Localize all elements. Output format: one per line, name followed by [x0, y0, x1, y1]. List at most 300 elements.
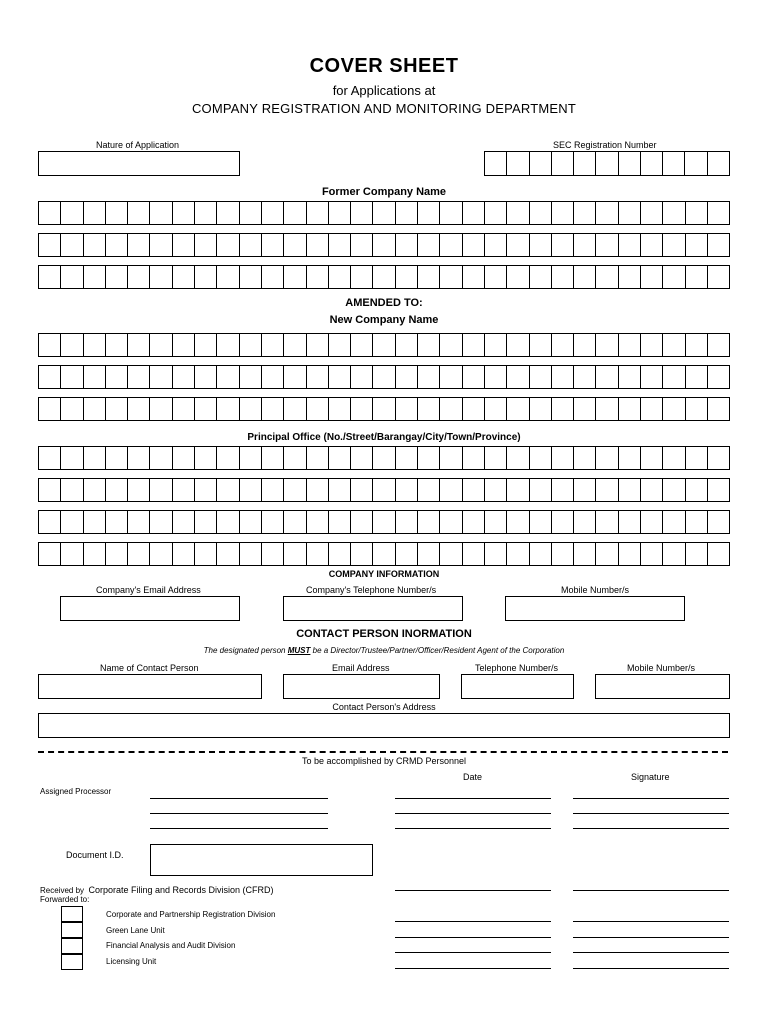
character-cell[interactable]	[350, 202, 372, 224]
character-cell[interactable]	[662, 479, 684, 501]
character-cell[interactable]	[529, 511, 551, 533]
character-cell[interactable]	[105, 334, 127, 356]
character-cell[interactable]	[484, 202, 506, 224]
character-cell[interactable]	[662, 366, 684, 388]
character-cell[interactable]	[618, 447, 640, 469]
character-cell[interactable]	[529, 543, 551, 565]
character-cell[interactable]	[573, 234, 595, 256]
character-cell[interactable]	[573, 266, 595, 288]
character-cell[interactable]	[595, 511, 617, 533]
character-cell[interactable]	[462, 398, 484, 420]
character-cell[interactable]	[685, 398, 707, 420]
forward-signature-line-1[interactable]	[573, 921, 729, 922]
character-cell[interactable]	[350, 366, 372, 388]
character-cell[interactable]	[328, 543, 350, 565]
character-cell[interactable]	[239, 511, 261, 533]
character-cell[interactable]	[350, 398, 372, 420]
character-cell[interactable]	[149, 511, 171, 533]
character-cell[interactable]	[105, 366, 127, 388]
character-cell[interactable]	[595, 334, 617, 356]
character-cell[interactable]	[685, 543, 707, 565]
character-cell[interactable]	[595, 152, 617, 175]
sec-registration-number-field[interactable]	[484, 151, 730, 176]
character-cell[interactable]	[685, 202, 707, 224]
character-cell[interactable]	[127, 543, 149, 565]
character-cell[interactable]	[60, 234, 82, 256]
character-cell[interactable]	[283, 366, 305, 388]
character-cell[interactable]	[662, 266, 684, 288]
character-cell[interactable]	[283, 511, 305, 533]
character-cell[interactable]	[172, 447, 194, 469]
character-cell[interactable]	[306, 543, 328, 565]
character-cell[interactable]	[462, 334, 484, 356]
character-cell[interactable]	[506, 152, 528, 175]
contact-mobile-field[interactable]	[595, 674, 730, 699]
character-cell[interactable]	[39, 398, 60, 420]
character-cell[interactable]	[149, 234, 171, 256]
character-cell[interactable]	[573, 152, 595, 175]
character-cell[interactable]	[685, 447, 707, 469]
character-cell[interactable]	[439, 511, 461, 533]
character-cell[interactable]	[529, 398, 551, 420]
character-cell[interactable]	[127, 202, 149, 224]
character-cell[interactable]	[60, 202, 82, 224]
processor-date-line-1[interactable]	[395, 798, 551, 799]
character-cell[interactable]	[216, 366, 238, 388]
character-cell[interactable]	[127, 334, 149, 356]
character-cell[interactable]	[707, 334, 729, 356]
character-cell[interactable]	[350, 447, 372, 469]
character-cell[interactable]	[573, 398, 595, 420]
character-cell[interactable]	[83, 447, 105, 469]
character-cell[interactable]	[484, 447, 506, 469]
document-id-field[interactable]	[150, 844, 373, 876]
character-cell[interactable]	[684, 152, 706, 175]
character-cell[interactable]	[618, 202, 640, 224]
character-cell[interactable]	[529, 334, 551, 356]
character-cell[interactable]	[640, 234, 662, 256]
character-cell[interactable]	[127, 398, 149, 420]
character-cell[interactable]	[506, 543, 528, 565]
character-cell[interactable]	[172, 543, 194, 565]
character-cell[interactable]	[551, 479, 573, 501]
contact-address-field[interactable]	[38, 713, 730, 738]
character-cell[interactable]	[395, 234, 417, 256]
character-cell[interactable]	[239, 266, 261, 288]
character-cell[interactable]	[372, 366, 394, 388]
character-cell[interactable]	[127, 479, 149, 501]
character-cell[interactable]	[573, 479, 595, 501]
character-cell[interactable]	[172, 202, 194, 224]
character-cell[interactable]	[39, 366, 60, 388]
character-cell[interactable]	[239, 366, 261, 388]
character-cell[interactable]	[685, 479, 707, 501]
character-cell[interactable]	[194, 266, 216, 288]
character-cell[interactable]	[172, 479, 194, 501]
principal-office-row-3[interactable]	[38, 510, 730, 534]
character-cell[interactable]	[149, 447, 171, 469]
character-cell[interactable]	[261, 479, 283, 501]
character-cell[interactable]	[306, 398, 328, 420]
character-cell[interactable]	[239, 398, 261, 420]
character-cell[interactable]	[60, 543, 82, 565]
forward-checkbox-faad[interactable]	[61, 938, 83, 954]
character-cell[interactable]	[529, 479, 551, 501]
character-cell[interactable]	[283, 334, 305, 356]
character-cell[interactable]	[573, 511, 595, 533]
character-cell[interactable]	[216, 479, 238, 501]
former-company-name-row-2[interactable]	[38, 233, 730, 257]
character-cell[interactable]	[306, 202, 328, 224]
character-cell[interactable]	[372, 334, 394, 356]
character-cell[interactable]	[707, 152, 729, 175]
character-cell[interactable]	[618, 543, 640, 565]
character-cell[interactable]	[194, 366, 216, 388]
processor-signature-line-3[interactable]	[573, 828, 729, 829]
forward-date-line-3[interactable]	[395, 952, 551, 953]
character-cell[interactable]	[283, 202, 305, 224]
character-cell[interactable]	[261, 234, 283, 256]
character-cell[interactable]	[640, 334, 662, 356]
character-cell[interactable]	[239, 234, 261, 256]
character-cell[interactable]	[306, 366, 328, 388]
character-cell[interactable]	[216, 266, 238, 288]
character-cell[interactable]	[662, 511, 684, 533]
character-cell[interactable]	[83, 543, 105, 565]
character-cell[interactable]	[662, 152, 684, 175]
character-cell[interactable]	[395, 479, 417, 501]
character-cell[interactable]	[261, 543, 283, 565]
character-cell[interactable]	[595, 266, 617, 288]
principal-office-row-2[interactable]	[38, 478, 730, 502]
character-cell[interactable]	[484, 398, 506, 420]
character-cell[interactable]	[39, 266, 60, 288]
character-cell[interactable]	[216, 543, 238, 565]
character-cell[interactable]	[551, 234, 573, 256]
character-cell[interactable]	[618, 266, 640, 288]
character-cell[interactable]	[640, 447, 662, 469]
character-cell[interactable]	[417, 398, 439, 420]
character-cell[interactable]	[261, 398, 283, 420]
character-cell[interactable]	[105, 398, 127, 420]
character-cell[interactable]	[306, 266, 328, 288]
character-cell[interactable]	[595, 447, 617, 469]
character-cell[interactable]	[462, 234, 484, 256]
character-cell[interactable]	[127, 447, 149, 469]
principal-office-row-1[interactable]	[38, 446, 730, 470]
character-cell[interactable]	[328, 234, 350, 256]
character-cell[interactable]	[127, 511, 149, 533]
processor-line-2[interactable]	[150, 813, 328, 814]
character-cell[interactable]	[484, 543, 506, 565]
character-cell[interactable]	[707, 266, 729, 288]
character-cell[interactable]	[395, 202, 417, 224]
character-cell[interactable]	[350, 234, 372, 256]
character-cell[interactable]	[149, 366, 171, 388]
character-cell[interactable]	[216, 511, 238, 533]
character-cell[interactable]	[529, 266, 551, 288]
character-cell[interactable]	[261, 266, 283, 288]
forward-date-line-2[interactable]	[395, 937, 551, 938]
character-cell[interactable]	[707, 447, 729, 469]
character-cell[interactable]	[60, 479, 82, 501]
character-cell[interactable]	[149, 334, 171, 356]
character-cell[interactable]	[261, 447, 283, 469]
character-cell[interactable]	[551, 447, 573, 469]
character-cell[interactable]	[417, 366, 439, 388]
character-cell[interactable]	[239, 479, 261, 501]
new-company-name-row-1[interactable]	[38, 333, 730, 357]
character-cell[interactable]	[216, 234, 238, 256]
character-cell[interactable]	[261, 334, 283, 356]
character-cell[interactable]	[372, 543, 394, 565]
character-cell[interactable]	[551, 152, 573, 175]
character-cell[interactable]	[439, 334, 461, 356]
character-cell[interactable]	[194, 511, 216, 533]
character-cell[interactable]	[261, 366, 283, 388]
character-cell[interactable]	[417, 447, 439, 469]
character-cell[interactable]	[194, 479, 216, 501]
character-cell[interactable]	[417, 234, 439, 256]
character-cell[interactable]	[707, 234, 729, 256]
forward-checkbox-cprd[interactable]	[61, 906, 83, 922]
character-cell[interactable]	[328, 266, 350, 288]
character-cell[interactable]	[83, 398, 105, 420]
character-cell[interactable]	[506, 202, 528, 224]
character-cell[interactable]	[595, 202, 617, 224]
character-cell[interactable]	[60, 334, 82, 356]
character-cell[interactable]	[640, 398, 662, 420]
character-cell[interactable]	[216, 202, 238, 224]
character-cell[interactable]	[149, 398, 171, 420]
character-cell[interactable]	[60, 266, 82, 288]
character-cell[interactable]	[127, 234, 149, 256]
character-cell[interactable]	[372, 234, 394, 256]
character-cell[interactable]	[306, 511, 328, 533]
character-cell[interactable]	[350, 543, 372, 565]
character-cell[interactable]	[618, 152, 640, 175]
character-cell[interactable]	[39, 543, 60, 565]
character-cell[interactable]	[439, 266, 461, 288]
character-cell[interactable]	[662, 398, 684, 420]
character-cell[interactable]	[127, 266, 149, 288]
character-cell[interactable]	[372, 511, 394, 533]
character-cell[interactable]	[194, 334, 216, 356]
character-cell[interactable]	[395, 398, 417, 420]
character-cell[interactable]	[372, 202, 394, 224]
character-cell[interactable]	[372, 266, 394, 288]
character-cell[interactable]	[506, 366, 528, 388]
character-cell[interactable]	[172, 266, 194, 288]
principal-office-row-4[interactable]	[38, 542, 730, 566]
character-cell[interactable]	[328, 366, 350, 388]
character-cell[interactable]	[551, 398, 573, 420]
character-cell[interactable]	[506, 234, 528, 256]
character-cell[interactable]	[172, 334, 194, 356]
character-cell[interactable]	[60, 366, 82, 388]
character-cell[interactable]	[283, 234, 305, 256]
character-cell[interactable]	[595, 366, 617, 388]
character-cell[interactable]	[618, 398, 640, 420]
character-cell[interactable]	[395, 366, 417, 388]
character-cell[interactable]	[105, 479, 127, 501]
character-cell[interactable]	[707, 511, 729, 533]
character-cell[interactable]	[172, 234, 194, 256]
character-cell[interactable]	[462, 479, 484, 501]
character-cell[interactable]	[216, 398, 238, 420]
character-cell[interactable]	[395, 334, 417, 356]
new-company-name-row-3[interactable]	[38, 397, 730, 421]
character-cell[interactable]	[551, 511, 573, 533]
character-cell[interactable]	[685, 334, 707, 356]
character-cell[interactable]	[439, 479, 461, 501]
character-cell[interactable]	[595, 479, 617, 501]
character-cell[interactable]	[194, 543, 216, 565]
character-cell[interactable]	[707, 543, 729, 565]
character-cell[interactable]	[372, 398, 394, 420]
character-cell[interactable]	[395, 447, 417, 469]
company-email-field[interactable]	[60, 596, 240, 621]
character-cell[interactable]	[172, 366, 194, 388]
character-cell[interactable]	[662, 334, 684, 356]
character-cell[interactable]	[149, 479, 171, 501]
forward-checkbox-green-lane[interactable]	[61, 922, 83, 938]
character-cell[interactable]	[462, 266, 484, 288]
character-cell[interactable]	[551, 334, 573, 356]
character-cell[interactable]	[573, 334, 595, 356]
character-cell[interactable]	[573, 202, 595, 224]
character-cell[interactable]	[529, 152, 551, 175]
character-cell[interactable]	[194, 234, 216, 256]
character-cell[interactable]	[462, 543, 484, 565]
character-cell[interactable]	[573, 447, 595, 469]
character-cell[interactable]	[105, 447, 127, 469]
character-cell[interactable]	[685, 511, 707, 533]
character-cell[interactable]	[306, 234, 328, 256]
character-cell[interactable]	[640, 152, 662, 175]
character-cell[interactable]	[506, 334, 528, 356]
new-company-name-row-2[interactable]	[38, 365, 730, 389]
character-cell[interactable]	[372, 447, 394, 469]
character-cell[interactable]	[529, 234, 551, 256]
character-cell[interactable]	[640, 366, 662, 388]
processor-date-line-2[interactable]	[395, 813, 551, 814]
character-cell[interactable]	[283, 543, 305, 565]
character-cell[interactable]	[283, 447, 305, 469]
character-cell[interactable]	[83, 234, 105, 256]
character-cell[interactable]	[283, 479, 305, 501]
character-cell[interactable]	[306, 334, 328, 356]
character-cell[interactable]	[372, 479, 394, 501]
character-cell[interactable]	[283, 266, 305, 288]
character-cell[interactable]	[618, 366, 640, 388]
character-cell[interactable]	[83, 511, 105, 533]
character-cell[interactable]	[239, 543, 261, 565]
forward-signature-line-2[interactable]	[573, 937, 729, 938]
character-cell[interactable]	[328, 479, 350, 501]
character-cell[interactable]	[172, 398, 194, 420]
processor-line-3[interactable]	[150, 828, 328, 829]
character-cell[interactable]	[595, 543, 617, 565]
character-cell[interactable]	[484, 366, 506, 388]
character-cell[interactable]	[105, 202, 127, 224]
character-cell[interactable]	[417, 202, 439, 224]
character-cell[interactable]	[618, 334, 640, 356]
character-cell[interactable]	[484, 334, 506, 356]
character-cell[interactable]	[105, 234, 127, 256]
character-cell[interactable]	[417, 266, 439, 288]
character-cell[interactable]	[506, 447, 528, 469]
character-cell[interactable]	[529, 447, 551, 469]
character-cell[interactable]	[60, 447, 82, 469]
character-cell[interactable]	[618, 511, 640, 533]
character-cell[interactable]	[350, 334, 372, 356]
contact-telephone-field[interactable]	[461, 674, 574, 699]
forward-date-line-4[interactable]	[395, 968, 551, 969]
contact-name-field[interactable]	[38, 674, 262, 699]
character-cell[interactable]	[417, 479, 439, 501]
former-company-name-row-3[interactable]	[38, 265, 730, 289]
character-cell[interactable]	[283, 398, 305, 420]
character-cell[interactable]	[707, 398, 729, 420]
character-cell[interactable]	[506, 398, 528, 420]
character-cell[interactable]	[83, 366, 105, 388]
character-cell[interactable]	[328, 398, 350, 420]
character-cell[interactable]	[662, 447, 684, 469]
character-cell[interactable]	[573, 543, 595, 565]
character-cell[interactable]	[83, 202, 105, 224]
character-cell[interactable]	[239, 447, 261, 469]
character-cell[interactable]	[685, 366, 707, 388]
contact-email-field[interactable]	[283, 674, 440, 699]
character-cell[interactable]	[618, 234, 640, 256]
character-cell[interactable]	[239, 202, 261, 224]
character-cell[interactable]	[194, 398, 216, 420]
forward-date-line-1[interactable]	[395, 921, 551, 922]
character-cell[interactable]	[640, 479, 662, 501]
character-cell[interactable]	[149, 266, 171, 288]
forward-checkbox-licensing[interactable]	[61, 954, 83, 970]
processor-signature-line-2[interactable]	[573, 813, 729, 814]
character-cell[interactable]	[105, 511, 127, 533]
character-cell[interactable]	[105, 266, 127, 288]
character-cell[interactable]	[707, 479, 729, 501]
character-cell[interactable]	[60, 398, 82, 420]
character-cell[interactable]	[417, 543, 439, 565]
character-cell[interactable]	[506, 266, 528, 288]
character-cell[interactable]	[462, 447, 484, 469]
character-cell[interactable]	[595, 234, 617, 256]
character-cell[interactable]	[640, 543, 662, 565]
character-cell[interactable]	[105, 543, 127, 565]
character-cell[interactable]	[39, 479, 60, 501]
character-cell[interactable]	[439, 202, 461, 224]
character-cell[interactable]	[551, 266, 573, 288]
character-cell[interactable]	[261, 202, 283, 224]
character-cell[interactable]	[194, 202, 216, 224]
character-cell[interactable]	[707, 202, 729, 224]
character-cell[interactable]	[685, 234, 707, 256]
character-cell[interactable]	[485, 152, 506, 175]
character-cell[interactable]	[83, 334, 105, 356]
character-cell[interactable]	[417, 511, 439, 533]
character-cell[interactable]	[328, 202, 350, 224]
character-cell[interactable]	[551, 543, 573, 565]
processor-line-1[interactable]	[150, 798, 328, 799]
character-cell[interactable]	[618, 479, 640, 501]
character-cell[interactable]	[595, 398, 617, 420]
character-cell[interactable]	[39, 447, 60, 469]
